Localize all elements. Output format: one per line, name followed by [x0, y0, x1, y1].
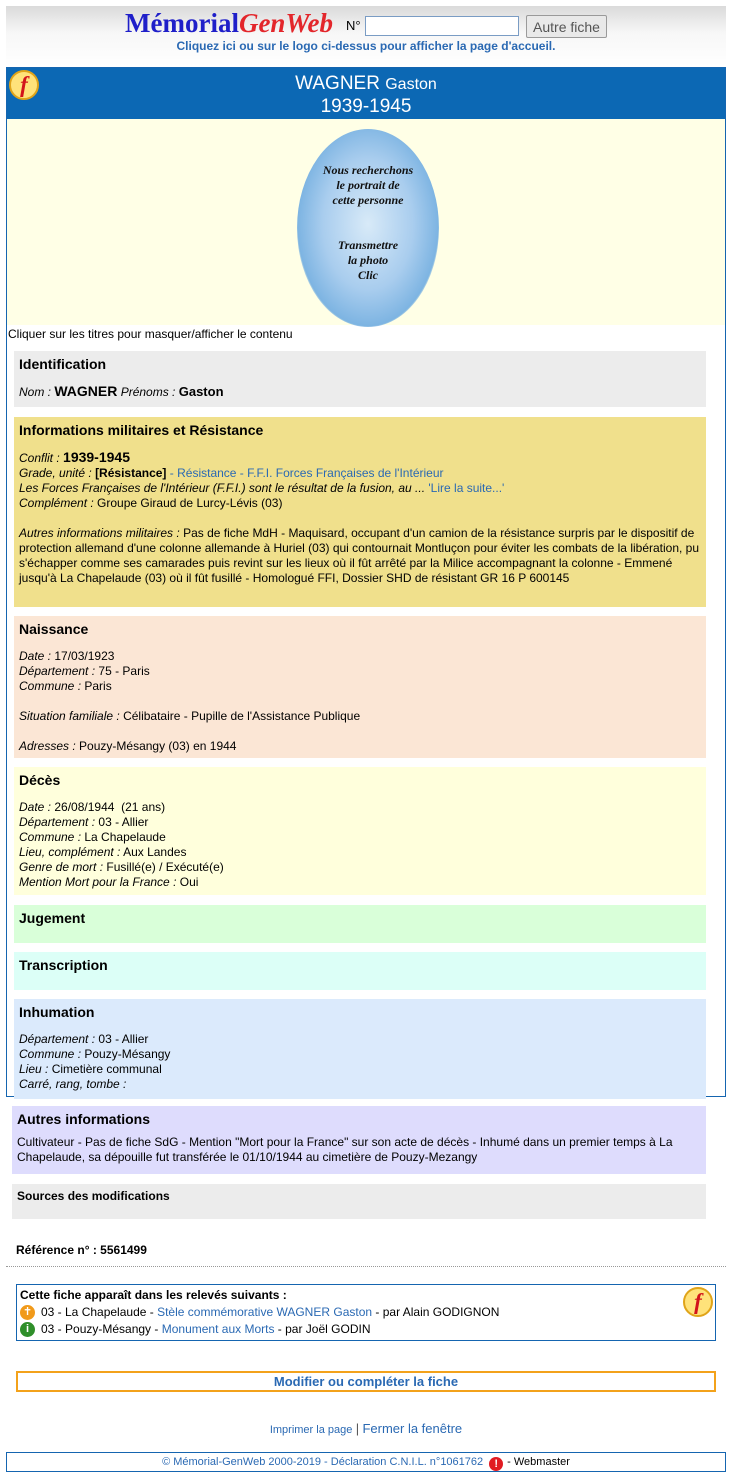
person-name: [7, 73, 725, 96]
fiche-number-label: N°: [346, 18, 361, 33]
deces-lieu-label: Lieu, complément :: [19, 845, 121, 859]
nom-label: Nom :: [19, 385, 52, 399]
releve-author: - par Joël GODIN: [277, 1322, 371, 1336]
situation-value: Célibataire - Pupille de l'Assistance Publique: [123, 709, 361, 723]
portrait-text-line: cette personne: [332, 193, 404, 207]
actions-separator: |: [355, 1421, 360, 1436]
autre-fiche-button[interactable]: Autre fiche: [526, 15, 607, 38]
person-firstname: Gaston: [385, 76, 437, 93]
naissance-date-label: Date :: [19, 649, 52, 663]
releves-box: [16, 1284, 716, 1341]
reference-label: Référence n° :: [16, 1243, 97, 1257]
inhumation-dept-label: Département :: [19, 1032, 96, 1046]
list-item: [20, 1321, 712, 1338]
footer-copyright[interactable]: © Mémorial-GenWeb 2000-2019 - Déclaration C.N.I.L. n°1061762: [162, 1456, 484, 1468]
section-naissance: [14, 616, 706, 758]
conflit-row: [19, 450, 701, 466]
complement-row: [19, 496, 701, 511]
divider: [6, 1266, 726, 1267]
section-jugement: [14, 905, 706, 943]
portrait-text-line: Clic: [358, 268, 378, 282]
autres-militaires-row: [19, 526, 701, 586]
print-page-link[interactable]: Imprimer la page: [269, 1424, 353, 1436]
close-window-link[interactable]: Fermer la fenêtre: [362, 1421, 463, 1436]
section-title-jugement[interactable]: Jugement: [19, 910, 86, 926]
inhumation-lieu-label: Lieu :: [19, 1062, 49, 1076]
section-autres-informations: [12, 1106, 706, 1174]
fiche-number-input[interactable]: [365, 16, 519, 36]
list-item: [20, 1304, 712, 1321]
section-title-transcription[interactable]: Transcription: [19, 957, 108, 973]
inhumation-dept-value: 03 - Allier: [98, 1032, 149, 1046]
grade-row: [19, 466, 701, 481]
genre-mort-value: Fusillé(e) / Exécuté(e): [106, 860, 224, 874]
ffi-text: Les Forces Françaises de l'Intérieur (F.F.I.) sont le résultat de la fusion, au ...: [19, 481, 426, 495]
site-logo[interactable]: [125, 8, 333, 38]
webmaster-link[interactable]: - Webmaster: [507, 1456, 570, 1468]
inhumation-lieu-value: Cimetière communal: [51, 1062, 162, 1076]
deces-lieu-value: Aux Landes: [123, 845, 187, 859]
deces-date-label: Date :: [19, 800, 52, 814]
ffi-row: [19, 481, 701, 496]
footer: [6, 1452, 726, 1472]
conflit-label: Conflit :: [19, 451, 60, 465]
modifier-fiche-button[interactable]: Modifier ou compléter la fiche: [16, 1371, 716, 1392]
autres-informations-text: Cultivateur - Pas de fiche SdG - Mention "Mort pour la France" sur son acte de décès - Inhumé dans un premier temps à La Chapelaude, sa dépouille fut transférée le 01/10/1944 au cimetière de Pouzy-Mezangy: [17, 1135, 673, 1164]
deces-dept-label: Département :: [19, 815, 96, 829]
memorial-cross-icon: ✝: [20, 1305, 35, 1320]
logo-text-genweb: GenWeb: [238, 8, 333, 38]
unite-link[interactable]: - Résistance - F.F.I. Forces Françaises de l'Intérieur: [169, 466, 444, 480]
inhumation-commune-label: Commune :: [19, 1047, 82, 1061]
f-logo-icon[interactable]: f: [9, 70, 39, 100]
toggle-hint: Cliquer sur les titres pour masquer/afficher le contenu: [8, 327, 293, 341]
portrait-text-line: Transmettre: [337, 238, 399, 252]
section-deces: [14, 767, 706, 895]
autres-militaires-label: Autres informations militaires :: [19, 526, 180, 540]
releve-author: - par Alain GODIGNON: [375, 1305, 500, 1319]
person-conflict-years: 1939-1945: [320, 96, 412, 117]
releve-link[interactable]: Monument aux Morts: [161, 1322, 275, 1336]
identification-row: [19, 384, 701, 400]
naissance-date-value: 17/03/1923: [54, 649, 115, 663]
naissance-commune-value: Paris: [84, 679, 112, 693]
complement-value: Groupe Giraud de Lurcy-Lévis (03): [97, 496, 283, 510]
naissance-dept-label: Département :: [19, 664, 96, 678]
autres-militaires-value: Pas de fiche MdH - Maquisard, occupant d'un camion de la résistance surpris par le dispositif de protection allemand d'une colonne allemande à Huriel (03) qui contournait Montluçon pour éviter les combats de la libération, pu s'échapper comme ses camarades puis revint sur les lieux où il fût arrêté par la Milice accompagnant la colonne - Emmené jusqu'à La Chapelaude (03) où il fût fusillé - Homologué FFI, Dossier SHD de résistant GR 16 P 600145: [19, 526, 700, 585]
releve-place: 03 - La Chapelaude -: [41, 1305, 154, 1319]
section-transcription: [14, 952, 706, 990]
carre-label: Carré, rang, tombe :: [19, 1077, 127, 1091]
section-military: [14, 417, 706, 607]
reference-value: 5561499: [100, 1243, 147, 1257]
section-title-autres[interactable]: Autres informations: [17, 1111, 151, 1127]
grade-label: Grade, unité :: [19, 466, 92, 480]
portrait-placeholder[interactable]: [297, 129, 439, 327]
lire-suite-link[interactable]: 'Lire la suite...': [428, 481, 505, 495]
nom-value: WAGNER: [54, 383, 118, 399]
inhumation-commune-value: Pouzy-Mésangy: [84, 1047, 171, 1061]
section-sources: [12, 1184, 706, 1219]
section-title-inhumation[interactable]: Inhumation: [19, 1004, 95, 1020]
section-title-naissance[interactable]: Naissance: [19, 621, 89, 637]
reference-number: [16, 1243, 147, 1257]
releve-link[interactable]: Stèle commémorative WAGNER Gaston: [157, 1305, 373, 1319]
naissance-dept-value: 75 - Paris: [98, 664, 150, 678]
warning-icon[interactable]: !: [489, 1457, 503, 1471]
deces-date-value: 26/08/1944 (21 ans): [54, 800, 166, 814]
f-logo-icon[interactable]: f: [683, 1287, 713, 1317]
section-title-deces[interactable]: Décès: [19, 772, 61, 788]
releves-title: Cette fiche apparaît dans les relevés suivants :: [20, 1288, 287, 1302]
adresses-label: Adresses :: [19, 739, 76, 753]
deces-commune-label: Commune :: [19, 830, 82, 844]
person-surname: WAGNER: [295, 73, 380, 94]
portrait-text-line: la photo: [347, 253, 389, 267]
complement-label: Complément :: [19, 496, 94, 510]
photo-area: [7, 119, 725, 325]
fiche-card: [6, 67, 726, 1097]
portrait-text-line: le portrait de: [336, 178, 400, 192]
top-header: [6, 6, 726, 66]
adresses-value: Pouzy-Mésangy (03) en 1944: [79, 739, 237, 753]
section-title-sources[interactable]: Sources des modifications: [17, 1189, 170, 1203]
section-inhumation: [14, 999, 706, 1099]
deces-commune-value: La Chapelaude: [84, 830, 166, 844]
page-actions: [0, 1421, 732, 1436]
home-link[interactable]: Cliquez ici ou sur le logo ci-dessus pour afficher la page d'accueil.: [176, 39, 556, 53]
grade-value: [Résistance]: [95, 466, 167, 480]
section-title-military[interactable]: Informations militaires et Résistance: [19, 422, 264, 438]
section-identification: [14, 351, 706, 407]
section-title-identification[interactable]: Identification: [19, 356, 107, 372]
situation-label: Situation familiale :: [19, 709, 120, 723]
releve-place: 03 - Pouzy-Mésangy -: [41, 1322, 159, 1336]
genre-mort-label: Genre de mort :: [19, 860, 104, 874]
mention-mpf-value: Oui: [179, 875, 199, 889]
portrait-text-line: Nous recherchons: [322, 163, 414, 177]
mention-mpf-label: Mention Mort pour la France :: [19, 875, 177, 889]
deces-dept-value: 03 - Allier: [98, 815, 149, 829]
prenoms-value: Gaston: [178, 384, 224, 399]
logo-text-memorial: Mémorial: [125, 8, 239, 38]
prenoms-label: Prénoms :: [120, 385, 176, 399]
naissance-commune-label: Commune :: [19, 679, 82, 693]
person-title-bar: [7, 68, 725, 119]
conflit-value: 1939-1945: [63, 449, 130, 465]
monument-info-icon: i: [20, 1322, 35, 1337]
